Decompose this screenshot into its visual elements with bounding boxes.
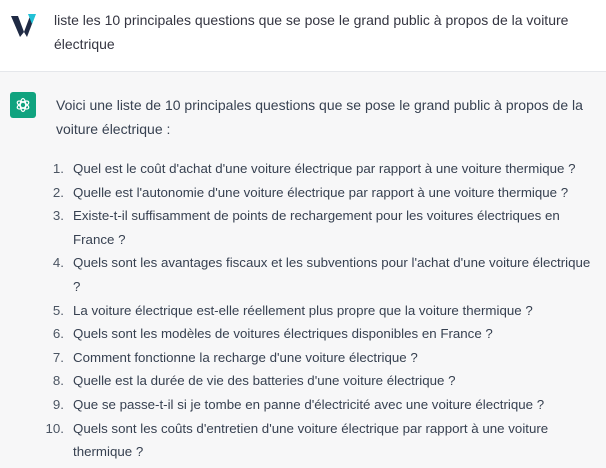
user-logo-icon — [8, 10, 38, 40]
assistant-message-content — [45, 93, 596, 464]
list-item — [52, 299, 596, 323]
list-item — [52, 251, 596, 298]
list-item-text: Quelle est l'autonomie d'une voiture électrique par rapport à une voiture thermique ? — [73, 184, 569, 200]
list-item-number: 8. — [52, 373, 64, 389]
list-item-text: La voiture électrique est-elle réellement plus propre que la voiture thermique ? — [73, 302, 533, 318]
list-item-text: Comment fonctionne la recharge d'une voiture électrique ? — [73, 349, 418, 365]
list-item-text: Que se passe-t-il si je tombe en panne d'électricité avec une voiture électrique ? — [73, 396, 545, 412]
list-item — [52, 181, 596, 205]
list-item — [52, 393, 596, 417]
list-item — [52, 369, 596, 393]
user-message — [0, 0, 606, 72]
list-item-text: Quels sont les avantages fiscaux et les subventions pour l'achat d'une voiture électrique ? — [73, 255, 591, 294]
list-item — [52, 322, 596, 346]
list-item-number: 2. — [52, 184, 64, 200]
list-item-number: 6. — [52, 326, 64, 342]
list-item — [52, 204, 596, 251]
openai-logo-icon — [10, 92, 36, 118]
list-item — [52, 157, 596, 181]
assistant-intro: Voici une liste de 10 principales questions que se pose le grand public à propos de la voiture électrique : — [56, 97, 583, 137]
list-item-number: 1. — [52, 161, 64, 176]
list-item-text: Quelle est la durée de vie des batteries d'une voiture électrique ? — [73, 373, 456, 389]
list-item-text: Quels sont les modèles de voitures électriques disponibles en France ? — [73, 326, 493, 342]
list-item — [45, 417, 596, 464]
list-item — [52, 346, 596, 370]
assistant-message — [0, 72, 606, 468]
list-item-text: Existe-t-il suffisamment de points de rechargement pour les voitures électriques en France ? — [73, 208, 560, 247]
questions-list — [45, 157, 596, 464]
list-item-number: 5. — [52, 302, 64, 318]
list-item-number: 4. — [52, 255, 64, 271]
user-message-text: liste les 10 principales questions que se pose le grand public à propos de la voiture électrique — [54, 12, 569, 52]
list-item-number: 10. — [45, 420, 64, 436]
list-item-number: 3. — [52, 208, 64, 224]
list-item-number: 7. — [52, 349, 64, 365]
list-item-text: Quels sont les coûts d'entretien d'une voiture électrique par rapport à une voiture thermique ? — [73, 420, 549, 460]
list-item-text: Quel est le coût d'achat d'une voiture électrique par rapport à une voiture thermique ? — [73, 161, 576, 176]
list-item-number: 9. — [52, 396, 64, 412]
